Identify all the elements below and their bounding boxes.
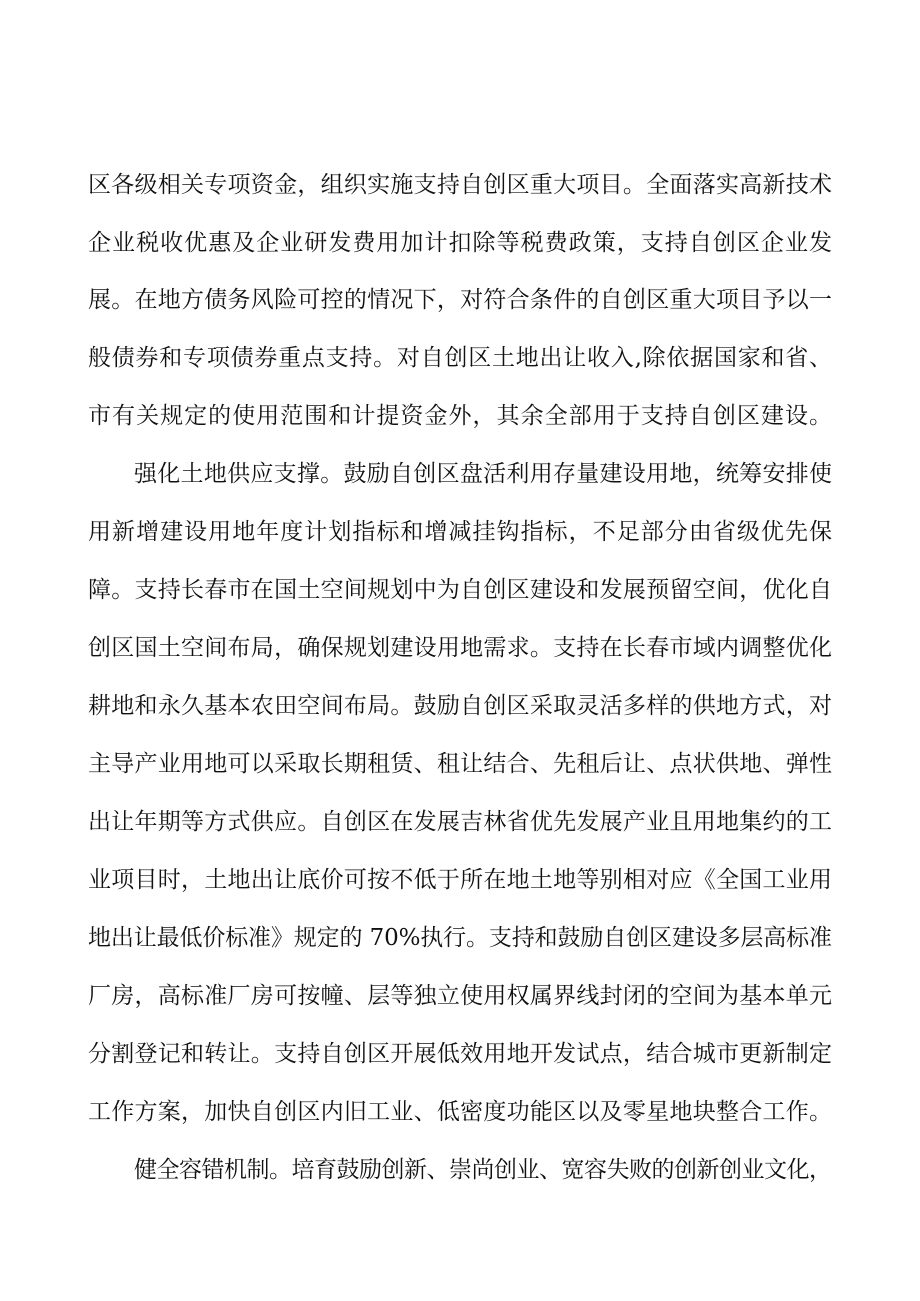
- text-line: 创区国土空间布局，确保规划建设用地需求。支持在长春市域内调整优化: [88, 635, 833, 661]
- text-line: 厂房，高标准厂房可按幢、层等独立使用权属界线封闭的空间为基本单元: [88, 983, 833, 1009]
- text-line: 耕地和永久基本农田空间布局。鼓励自创区采取灵活多样的供地方式，对: [88, 693, 833, 719]
- paragraph-first-line: 健全容错机制。培育鼓励创新、崇尚创业、宽容失败的创新创业文化，: [134, 1157, 832, 1183]
- text-line: 般债券和专项债券重点支持。对自创区土地出让收入,除依据国家和省、: [88, 345, 833, 371]
- text-line: 障。支持长春市在国土空间规划中为自创区建设和发展预留空间，优化自: [88, 577, 833, 603]
- text-line: 展。在地方债务风险可控的情况下，对符合条件的自创区重大项目予以一: [88, 287, 833, 313]
- text-line: 区各级相关专项资金，组织实施支持自创区重大项目。全面落实高新技术: [88, 172, 833, 198]
- paragraph-first-line: 强化土地供应支撑。鼓励自创区盘活利用存量建设用地，统筹安排使: [134, 461, 833, 487]
- text-line: 出让年期等方式供应。自创区在发展吉林省优先发展产业且用地集约的工: [88, 809, 833, 835]
- text-line: 地出让最低价标准》规定的 70%执行。支持和鼓励自创区建设多层高标准: [88, 925, 832, 951]
- text-line: 用新增建设用地年度计划指标和增减挂钩指标，不足部分由省级优先保: [88, 519, 834, 545]
- text-line: 企业税收优惠及企业研发费用加计扣除等税费政策，支持自创区企业发: [88, 230, 834, 256]
- text-line: 工作方案，加快自创区内旧工业、低密度功能区以及零星地块整合工作。: [88, 1099, 833, 1125]
- text-line: 市有关规定的使用范围和计提资金外，其余全部用于支持自创区建设。: [88, 403, 834, 429]
- text-line: 分割登记和转让。支持自创区开展低效用地开发试点，结合城市更新制定: [88, 1041, 833, 1067]
- text-line: 主导产业用地可以采取长期租赁、租让结合、先租后让、点状供地、弹性: [88, 751, 833, 777]
- text-line: 业项目时，土地出让底价可按不低于所在地土地等别相对应《全国工业用: [88, 867, 833, 893]
